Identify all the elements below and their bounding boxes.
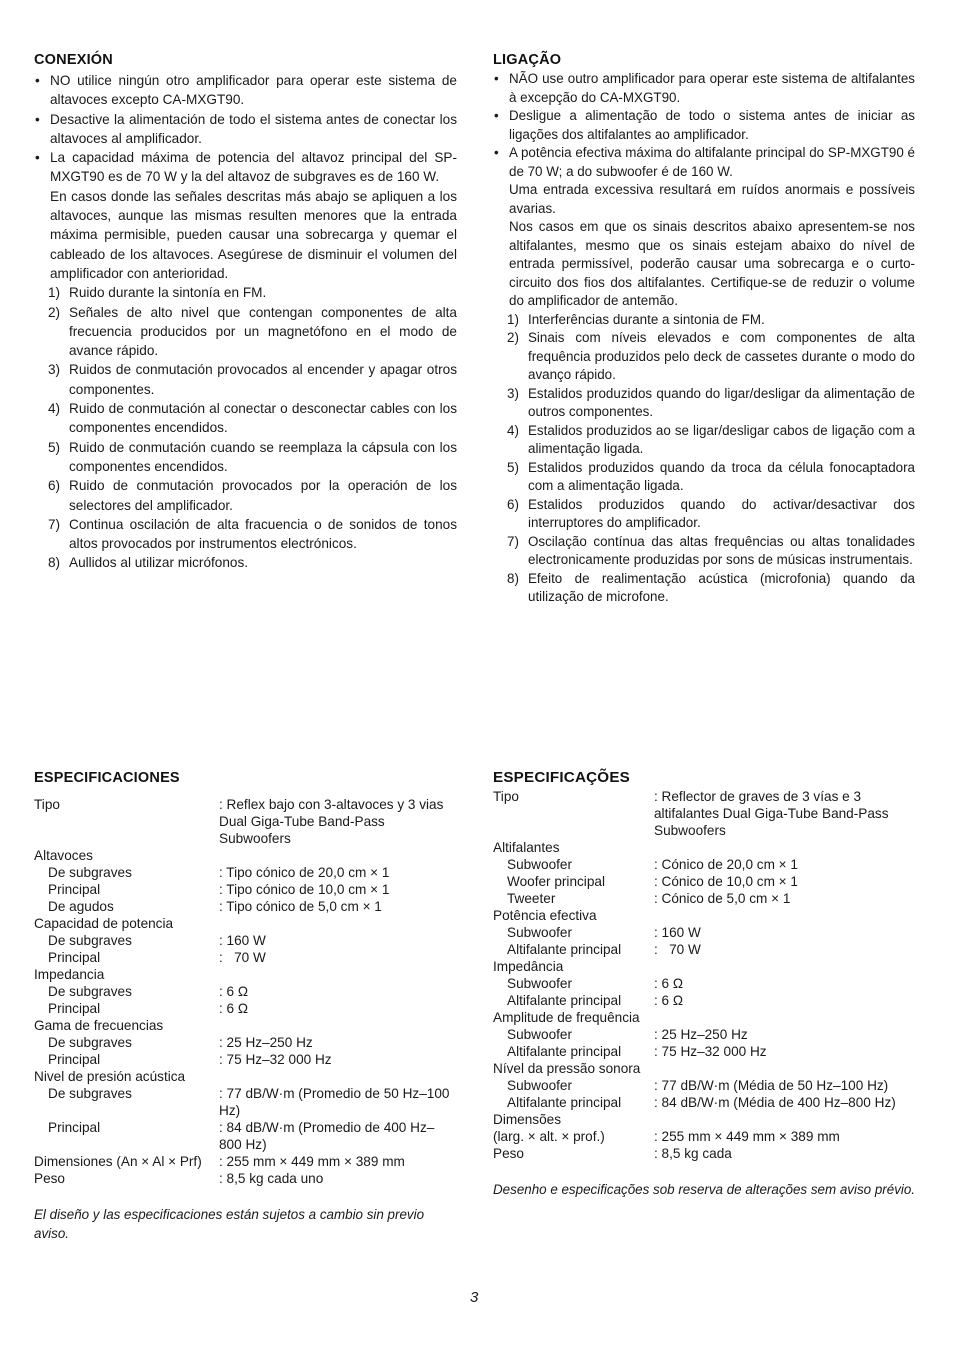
spec-label: Impedância xyxy=(493,959,564,974)
list-item: 4) Estalidos produzidos ao se ligar/desligar cabos de ligação com a alimentação ligada. xyxy=(507,422,915,456)
spec-row xyxy=(34,881,464,898)
spec-row xyxy=(493,1145,918,1162)
bullet-item xyxy=(493,144,915,311)
spec-row xyxy=(493,1128,918,1145)
spec-value: : 6 Ω xyxy=(654,993,684,1008)
especificacoes-heading: ESPECIFICAÇÕES xyxy=(493,769,630,786)
spec-label: De subgraves xyxy=(48,933,132,948)
conexion-section xyxy=(34,50,457,573)
spec-label: De agudos xyxy=(48,899,114,914)
spec-label: Subwoofer xyxy=(507,925,572,940)
list-item: 8) Aullidos al utilizar micrófonos. xyxy=(48,555,249,571)
spec-row xyxy=(34,949,464,966)
spec-label: Woofer principal xyxy=(507,874,605,889)
especificaciones-section xyxy=(34,768,464,1243)
spec-label: Nível da pressão sonora xyxy=(493,1061,641,1076)
spec-label: Principal xyxy=(48,882,101,897)
spec-value: : 84 dB/W·m (Média de 400 Hz–800 Hz) xyxy=(654,1095,896,1110)
spec-label: Impedancia xyxy=(34,967,105,982)
spec-label: Subwoofer xyxy=(507,1027,572,1042)
spec-label: Principal xyxy=(48,1001,101,1016)
spec-row xyxy=(34,1051,464,1068)
bullet-item: • Desactive la alimentación de todo el sistema antes de conectar los altavoces al amplificador. xyxy=(34,110,457,149)
spec-row xyxy=(34,796,464,847)
bullet-item: • NÃO use outro amplificador para operar este sistema de altifalantes à excepção do CA-MXGT90. xyxy=(493,70,915,107)
spec-value: : 255 mm × 449 mm × 389 mm xyxy=(219,1154,405,1169)
spec-value: : Reflex bajo con 3-altavoces y 3 vias Dual Giga-Tube Band-Pass Subwoofers xyxy=(219,797,448,846)
ligacao-paragraph-1: Uma entrada excessiva resultará em ruídos anormais e possíveis avarias. xyxy=(509,182,915,216)
spec-value: : 25 Hz–250 Hz xyxy=(219,1035,313,1050)
spec-row xyxy=(493,958,918,975)
spec-row xyxy=(493,788,918,839)
spec-value: : 6 Ω xyxy=(654,976,684,991)
list-item: 5) Ruido de conmutación cuando se reemplaza la cápsula con los componentes encendidos. xyxy=(48,439,457,474)
spec-value: : Reflector de graves de 3 vías e 3 altifalantes Dual Giga-Tube Band-Pass Subwoofers xyxy=(654,789,893,838)
spec-row xyxy=(493,941,918,958)
ligacao-paragraph-2: Nos casos em que os sinais descritos abaixo apresentem-se nos altifalantes, mesmo que os sinais estejam abaixo do nível de entrada permissível, poderão causar uma sobrecarga e o curto-circuito dos fios dos altifalantes. Certifique-se de reduzir o volume do amplificador de antemão. xyxy=(509,219,915,308)
spec-value: : 25 Hz–250 Hz xyxy=(654,1027,748,1042)
spec-row xyxy=(34,847,464,864)
ligacao-list xyxy=(493,311,915,607)
spec-label: Altifalante principal xyxy=(507,1044,622,1059)
spec-label: Capacidad de potencia xyxy=(34,916,174,931)
spec-row xyxy=(34,966,464,983)
spec-value: : Cónico de 5,0 cm × 1 xyxy=(654,891,791,906)
spec-row xyxy=(493,839,918,856)
spec-row xyxy=(34,983,464,1000)
list-item: 7) Continua oscilación de alta fracuencia o de sonidos de tonos altos provocados por instrumentos electrónicos. xyxy=(48,516,457,552)
list-item: 5) Estalidos produzidos quando da troca da célula fonocaptadora com a alimentação ligada. xyxy=(507,459,915,493)
spec-row xyxy=(493,1094,918,1111)
spec-value: : 70 W xyxy=(219,950,266,965)
spec-row xyxy=(493,924,918,941)
spec-row xyxy=(34,1119,464,1153)
bullet-item: • Desligue a alimentação de todo o sistema antes de iniciar as ligações dos altifalantes ao amplificador. xyxy=(493,107,915,144)
spec-label: De subgraves xyxy=(48,984,132,999)
spec-row xyxy=(493,856,918,873)
spec-row xyxy=(493,890,918,907)
spec-row xyxy=(34,1085,464,1119)
spec-label: Tipo xyxy=(493,789,519,804)
disclaimer-note: El diseño y las especificaciones están sujetos a cambio sin previo aviso. xyxy=(34,1207,425,1241)
list-item: 6) Estalidos produzidos quando do activar/desactivar dos interruptores do amplificador. xyxy=(507,496,915,530)
spec-value: : Tipo cónico de 10,0 cm × 1 xyxy=(219,882,390,897)
spec-label: De subgraves xyxy=(48,865,132,880)
ligacao-heading: LIGAÇÃO xyxy=(493,52,562,68)
conexion-heading: CONEXIÓN xyxy=(34,52,113,68)
spec-label: Potência efectiva xyxy=(493,908,597,923)
list-item: 6) Ruido de conmutación provocados por la operación de los selectores del amplificador. xyxy=(48,478,457,513)
spec-row xyxy=(493,1111,918,1128)
spec-label: Dimensões xyxy=(493,1112,561,1127)
spec-value: : 160 W xyxy=(219,933,266,948)
spec-label: Altifalante principal xyxy=(507,942,622,957)
list-item: 4) Ruido de conmutación al conectar o desconectar cables con los componentes encendidos. xyxy=(48,401,457,436)
list-item: 8) Efeito de realimentação acústica (microfonia) quando da utilização de microfone. xyxy=(507,570,915,604)
spec-label: Subwoofer xyxy=(507,976,572,991)
spec-row xyxy=(34,1017,464,1034)
spec-row xyxy=(34,932,464,949)
list-item: 1) Ruido durante la sintonía en FM. xyxy=(48,285,267,301)
spec-label: Nivel de presión acústica xyxy=(34,1069,186,1084)
spec-value: : 75 Hz–32 000 Hz xyxy=(654,1044,767,1059)
spec-label: De subgraves xyxy=(48,1086,132,1101)
spec-table xyxy=(34,796,464,1187)
spec-label: Principal xyxy=(48,1052,101,1067)
spec-label: Altifalantes xyxy=(493,840,560,855)
spec-value: : 75 Hz–32 000 Hz xyxy=(219,1052,332,1067)
spec-value: : Cónico de 20,0 cm × 1 xyxy=(654,857,798,872)
spec-label: Principal xyxy=(48,1120,101,1135)
spec-label: Peso xyxy=(34,1171,65,1186)
spec-row xyxy=(34,1034,464,1051)
spec-value: : 6 Ω xyxy=(219,1001,249,1016)
spec-label: (larg. × alt. × prof.) xyxy=(493,1129,605,1144)
spec-label: Principal xyxy=(48,950,101,965)
spec-label: Tweeter xyxy=(507,891,556,906)
list-item: 2) Señales de alto nivel que contengan componentes de alta frecuencia producidos por un magnetófono en el modo de avance rápido. xyxy=(48,304,457,359)
spec-value: : 8,5 kg cada uno xyxy=(219,1171,324,1186)
spec-row xyxy=(493,873,918,890)
spec-row xyxy=(34,1153,464,1170)
spec-value: : 6 Ω xyxy=(219,984,249,999)
spec-row xyxy=(34,1068,464,1085)
spec-row xyxy=(493,1009,918,1026)
conexion-bullets xyxy=(34,71,457,283)
especificacoes-section xyxy=(493,768,918,1199)
spec-row xyxy=(34,915,464,932)
spec-label: De subgraves xyxy=(48,1035,132,1050)
disclaimer-note: Desenho e especificações sob reserva de alterações sem aviso prévio. xyxy=(493,1182,916,1197)
conexion-paragraph: En casos donde las señales descritas más abajo se apliquen a los altavoces, aunque las mismas resulten menores que la entrada máxima permisible, pueden causar una sobrecarga y quemar el cableado de los altavoces. Asegúrese de disminuir el volumen del amplificador con anterioridad. xyxy=(50,188,457,281)
spec-value: : 70 W xyxy=(654,942,701,957)
spec-row xyxy=(493,907,918,924)
bullet-text: A potência efectiva máxima do altifalante principal do SP-MXGT90 é de 70 W; a do subwoofer é de 160 W. xyxy=(509,145,915,179)
spec-row xyxy=(493,992,918,1009)
bullet-item: • NO utilice ningún otro amplificador para operar este sistema de altavoces excepto CA-MXGT90. xyxy=(34,71,457,110)
spec-value: : 255 mm × 449 mm × 389 mm xyxy=(654,1129,840,1144)
spec-value: : Tipo cónico de 20,0 cm × 1 xyxy=(219,865,390,880)
spec-label: Altavoces xyxy=(34,848,93,863)
spec-value: : 77 dB/W·m (Promedio de 50 Hz–100 Hz) xyxy=(219,1086,454,1118)
spec-label: Gama de frecuencias xyxy=(34,1018,164,1033)
spec-value: : 84 dB/W·m (Promedio de 400 Hz–800 Hz) xyxy=(219,1120,435,1152)
spec-value: : 8,5 kg cada xyxy=(654,1146,732,1161)
spec-table xyxy=(493,788,918,1162)
spec-row xyxy=(34,1170,464,1187)
bullet-item xyxy=(34,148,457,283)
spec-value: : 160 W xyxy=(654,925,701,940)
bullet-text: La capacidad máxima de potencia del altavoz principal del SP-MXGT90 es de 70 W y la del altavoz de subgraves es de 160 W. xyxy=(50,150,457,185)
spec-value: : Tipo cónico de 5,0 cm × 1 xyxy=(219,899,382,914)
spec-label: Altifalante principal xyxy=(507,1095,622,1110)
list-item: 7) Oscilação contínua das altas frequências ou altas tonalidades electronicamente produzidas por sons de músicas instrumentais. xyxy=(507,533,915,567)
spec-row xyxy=(493,1026,918,1043)
ligacao-bullets xyxy=(493,70,915,311)
spec-label: Subwoofer xyxy=(507,857,572,872)
page-number: 3 xyxy=(470,1289,479,1306)
spec-row xyxy=(493,1043,918,1060)
spec-label: Subwoofer xyxy=(507,1078,572,1093)
spec-row xyxy=(34,898,464,915)
list-item: 3) Ruidos de conmutación provocados al encender y apagar otros componentes. xyxy=(48,362,457,397)
spec-value: : 77 dB/W·m (Média de 50 Hz–100 Hz) xyxy=(654,1078,889,1093)
spec-row xyxy=(34,864,464,881)
especificaciones-heading: ESPECIFICACIONES xyxy=(34,770,180,786)
list-item: 3) Estalidos produzidos quando do ligar/desligar da alimentação de outros componentes. xyxy=(507,385,915,419)
spec-row xyxy=(34,1000,464,1017)
spec-label: Peso xyxy=(493,1146,524,1161)
spec-value: : Cónico de 10,0 cm × 1 xyxy=(654,874,798,889)
spec-label: Amplitude de frequência xyxy=(493,1010,640,1025)
list-item: 2) Sinais com níveis elevados e com componentes de alta frequência produzidos pelo deck de cassetes durante o modo do avanço rápido. xyxy=(507,330,915,382)
spec-label: Dimensiones (An × Al × Prf) xyxy=(34,1154,202,1169)
ligacao-section xyxy=(493,50,915,607)
spec-label: Tipo xyxy=(34,797,60,812)
spec-row xyxy=(493,1077,918,1094)
spec-label: Altifalante principal xyxy=(507,993,622,1008)
spec-row xyxy=(493,975,918,992)
list-item: 1) Interferências durante a sintonia de FM. xyxy=(507,311,765,327)
conexion-list xyxy=(34,283,457,572)
spec-row xyxy=(493,1060,918,1077)
